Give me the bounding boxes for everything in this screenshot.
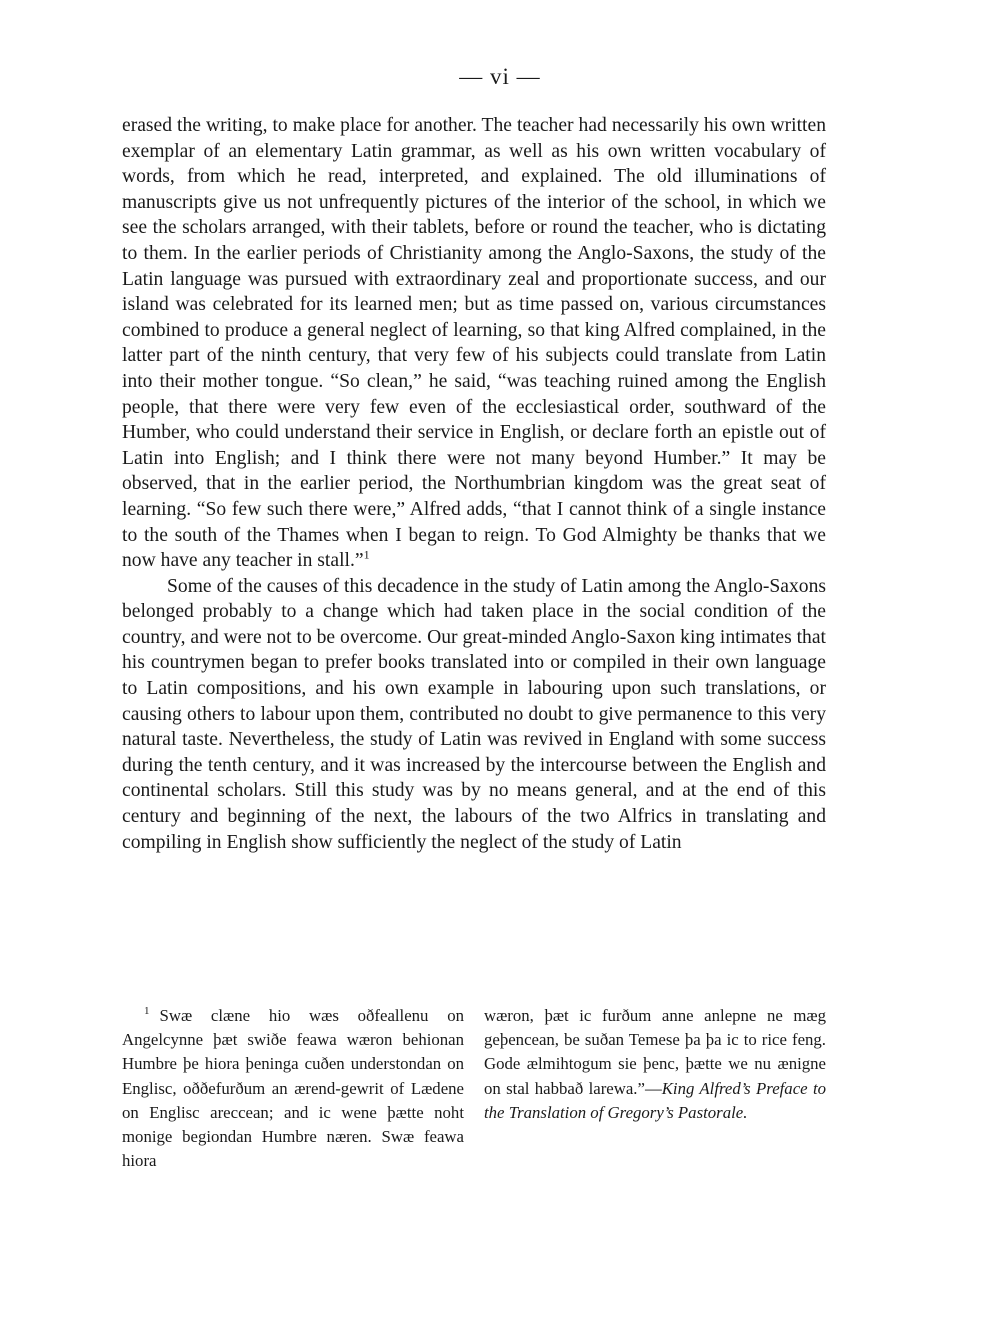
footnote-right-text: wæron, þæt ic furðum anne anlepne ne mæg geþencean, be suðan Temese þa þa ic to rice feng. Gode ælmihtogum sie þenc, þætte we nu ænigne on stal habbað larewa.”— <box>484 1006 826 1098</box>
footnote <box>122 1004 826 1173</box>
footnote-mark: 1 <box>144 1005 150 1018</box>
footnote-left-column <box>122 1004 464 1173</box>
paragraph-1 <box>122 113 826 574</box>
footnote-citation: King Alfred’s Preface to the Translation of Gregory’s Pastorale. <box>484 1078 826 1122</box>
footnote-left-text: Swæ clæne hio wæs oðfeallenu on Angelcynne þæt swiðe feawa wæron behionan Humbre þe hiora þeninga cuðen understondan on Englisc, oððefurðum an ærend-gewrit of Lædene on Englisc areccean; and ic wene þætte noht monige begiondan Humbre næren. Swæ feawa hiora <box>122 1006 464 1171</box>
paragraph-2-text: Some of the causes of this decadence in the study of Latin among the Anglo-Saxons belonged probably to a change which had taken place in the social condition of the country, and were not to be overcome. Our great-minded Anglo-Saxon king intimates that his countrymen began to prefer books translated into or compiled in their own language to Latin compositions, and his own example in labouring upon such translations, or causing others to labour upon them, contributed no doubt to give permanence to this very natural taste. Nevertheless, the study of Latin was revived in England with some success during the tenth century, and it was increased by the intercourse between the English and continental scholars. Still this study was by no means general, and at the end of this century and beginning of the next, the labours of the two Alfrics in translating and compiling in English show sufficiently the neglect of the study of Latin <box>122 575 826 853</box>
main-text <box>122 113 826 855</box>
page-number: — vi — <box>459 64 541 89</box>
paragraph-1-text: erased the writing, to make place for another. The teacher had necessarily his own written exemplar of an elementary Latin grammar, as well as his own written vocabulary of words, from which he read, interpreted, and explained. The old illuminations of manuscripts give us not unfrequently pictures of the interior of the school, in which we see the scholars arranged, with their tablets, before or round the teacher, who is dictating to them. In the earlier periods of Christianity among the Anglo-Saxons, the study of the Latin language was pursued with extraordinary zeal and proportionate success, and our island was celebrated for its learned men; but as time passed on, various circumstances combined to produce a general neglect of learning, so that king Alfred complained, in the latter part of the ninth century, that very few of his subjects could translate from Latin into their mother tongue. “So clean,” he said, “was teaching ruined among the English people, that there were very few even of the ecclesiastical order, southward of the Humber, who could understand their service in English, or declare forth an epistle out of Latin into English; and I think there were not many beyond Humber.” It may be observed, that in the earlier period, the Northumbrian kingdom was the great seat of learning. “So few such there were,” Alfred adds, “that I cannot think of a single instance to the south of the Thames when I began to reign. To God Almighty be thanks that we now have any teacher in stall.” <box>122 115 826 572</box>
paragraph-2 <box>122 574 826 856</box>
footnote-reference[interactable]: 1 <box>363 547 370 562</box>
footnote-right-column <box>484 1004 826 1173</box>
